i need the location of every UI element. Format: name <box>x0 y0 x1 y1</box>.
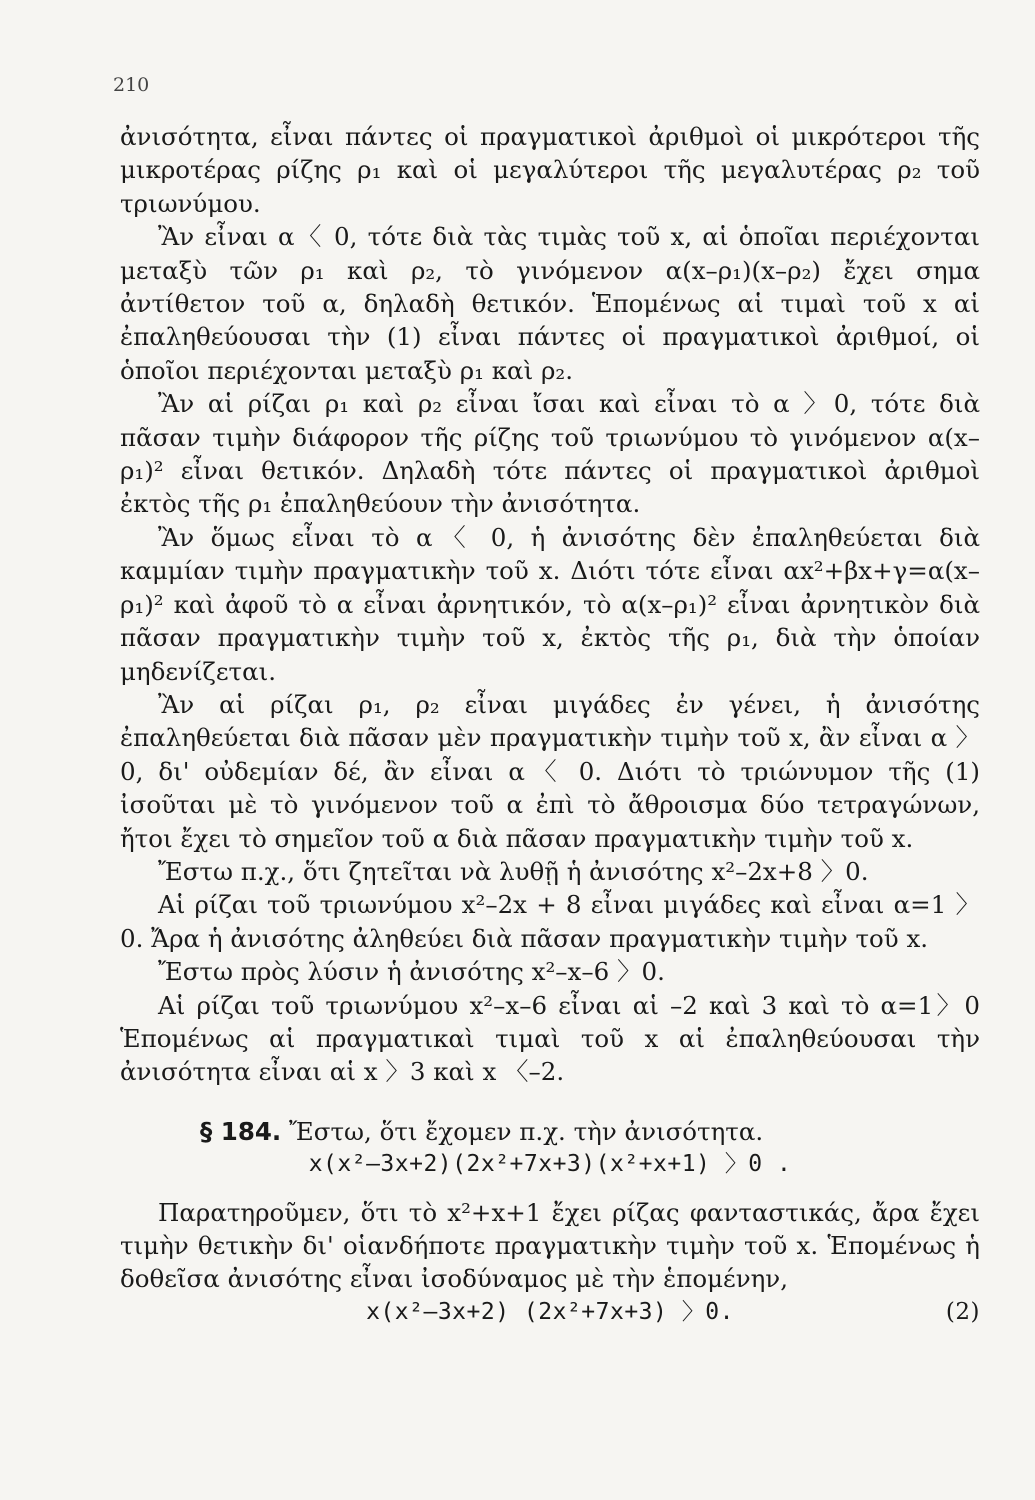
paragraph: Ἂν ὅμως εἶναι τὸ α〈 0, ἡ ἀνισότης δὲν ἐπαληθεύεται διὰ καμμίαν τιμὴν πραγματικὴν τοῦ x. Διότι τότε εἶναι αx²+βx+γ=α(x–ρ₁)² καὶ ἀφοῦ τὸ α εἶναι ἀρνητικόν, τὸ α(x–ρ₁)² εἶναι ἀρνητικὸν διὰ πᾶσαν πραγματικὴν τιμὴν τοῦ x, ἐκτὸς τῆς ρ₁, διὰ τὴν ὁποίαν μηδενίζεται. <box>120 522 980 686</box>
section-label: § 184. <box>200 1116 282 1146</box>
paragraph: Ἂν αἱ ρίζαι ρ₁, ρ₂ εἶναι μιγάδες ἐν γένει, ἡ ἀνισότης ἐπαληθεύεται διὰ πᾶσαν μὲν πραγματικὴν τιμὴν τοῦ x, ἂν εἶναι α 〉0, δι' οὐδεμίαν δέ, ἂν εἶναι α〈 0. Διότι τὸ τριώνυμον τῆς (1) ἰσοῦται μὲ τὸ γινόμενον τοῦ α ἐπὶ τὸ ἄθροισμα δύο τετραγώνων, ἤτοι ἔχει τὸ σημεῖον τοῦ α διὰ πᾶσαν πραγματικὴν τιμὴν τοῦ x. <box>120 689 980 853</box>
paragraph: ἀνισότητα, εἶναι πάντες οἱ πραγματικοὶ ἀριθμοὶ οἱ μικρότεροι τῆς μικροτέρας ρίζης ρ₁ καὶ οἱ μεγαλύτεροι τῆς μεγαλυτέρας ρ₂ τοῦ τριωνύμου. <box>120 122 980 218</box>
equation-number: (2) <box>945 1298 980 1325</box>
equation-2-body: x(x²–3x+2) (2x²+7x+3) 〉0. <box>366 1298 734 1325</box>
paragraph: Ἔστω π.χ., ὅτι ζητεῖται νὰ λυθῇ ἡ ἀνισότης x²–2x+8 〉0. <box>158 856 869 886</box>
paragraph: Αἱ ρίζαι τοῦ τριωνύμου x²–2x + 8 εἶναι μιγάδες καὶ εἶναι α=1 〉0. Ἄρα ἡ ἀνισότης ἀληθεύει διὰ πᾶσαν πραγματικὴν τιμὴν τοῦ x. <box>120 890 980 953</box>
paragraph: Ἔστω πρὸς λύσιν ἡ ἀνισότης x²–x–6 〉0. <box>158 957 665 987</box>
section-intro: Ἔστω, ὅτι ἔχομεν π.χ. τὴν ἀνισότητα. <box>289 1116 764 1146</box>
section-heading <box>120 1115 980 1148</box>
paragraph: Παρατηροῦμεν, ὅτι τὸ x²+x+1 ἔχει ρίζας φανταστικάς, ἄρα ἔχει τιμὴν θετικὴν δι' οἱανδήποτε πραγματικὴν τιμὴν τοῦ x. Ἑπομένως ἡ δοθεῖσα ἀνισότης εἶναι ἰσοδύναμος μὲ τὴν ἑπομένην, <box>120 1197 980 1294</box>
equation-2 <box>120 1296 980 1329</box>
page-number: 210 <box>113 74 150 96</box>
equation-1: x(x²–3x+2)(2x²+7x+3)(x²+x+1) 〉0 . <box>308 1151 792 1178</box>
body-text <box>120 120 980 1329</box>
paragraph: Αἱ ρίζαι τοῦ τριωνύμου x²–x–6 εἶναι αἱ –2 καὶ 3 καὶ τὸ α=1〉0 Ἑπομένως αἱ πραγματικαὶ τιμαὶ τοῦ x αἱ ἐπαληθεύουσαι τὴν ἀνισότητα εἶναι αἱ x 〉3 καὶ x 〈–2. <box>120 990 980 1087</box>
paragraph: Ἂν αἱ ρίζαι ρ₁ καὶ ρ₂ εἶναι ἴσαι καὶ εἶναι τὸ α 〉0, τότε διὰ πᾶσαν τιμὴν διάφορον τῆς ρίζης τοῦ τριωνύμου τὸ γινόμενον α(x–ρ₁)² εἶναι θετικόν. Δηλαδὴ τότε πάντες οἱ πραγματικοὶ ἀριθμοὶ ἐκτὸς τῆς ρ₁ ἐπαληθεύουν τὴν ἀνισότητα. <box>120 389 980 519</box>
paragraph: Ἂν εἶναι α〈 0, τότε διὰ τὰς τιμὰς τοῦ x, αἱ ὁποῖαι περιέχονται μεταξὺ τῶν ρ₁ καὶ ρ₂, τὸ γινόμενον α(x–ρ₁)(x–ρ₂) ἔχει σημα ἀντίθετον τοῦ α, δηλαδὴ θετικόν. Ἑπομένως αἱ τιμαὶ τοῦ x αἱ ἐπαληθεύουσαι τὴν (1) εἶναι πάντες οἱ πραγματικοὶ ἀριθμοί, οἱ ὁποῖοι περιέχονται μεταξὺ ρ₁ καὶ ρ₂. <box>120 222 980 385</box>
